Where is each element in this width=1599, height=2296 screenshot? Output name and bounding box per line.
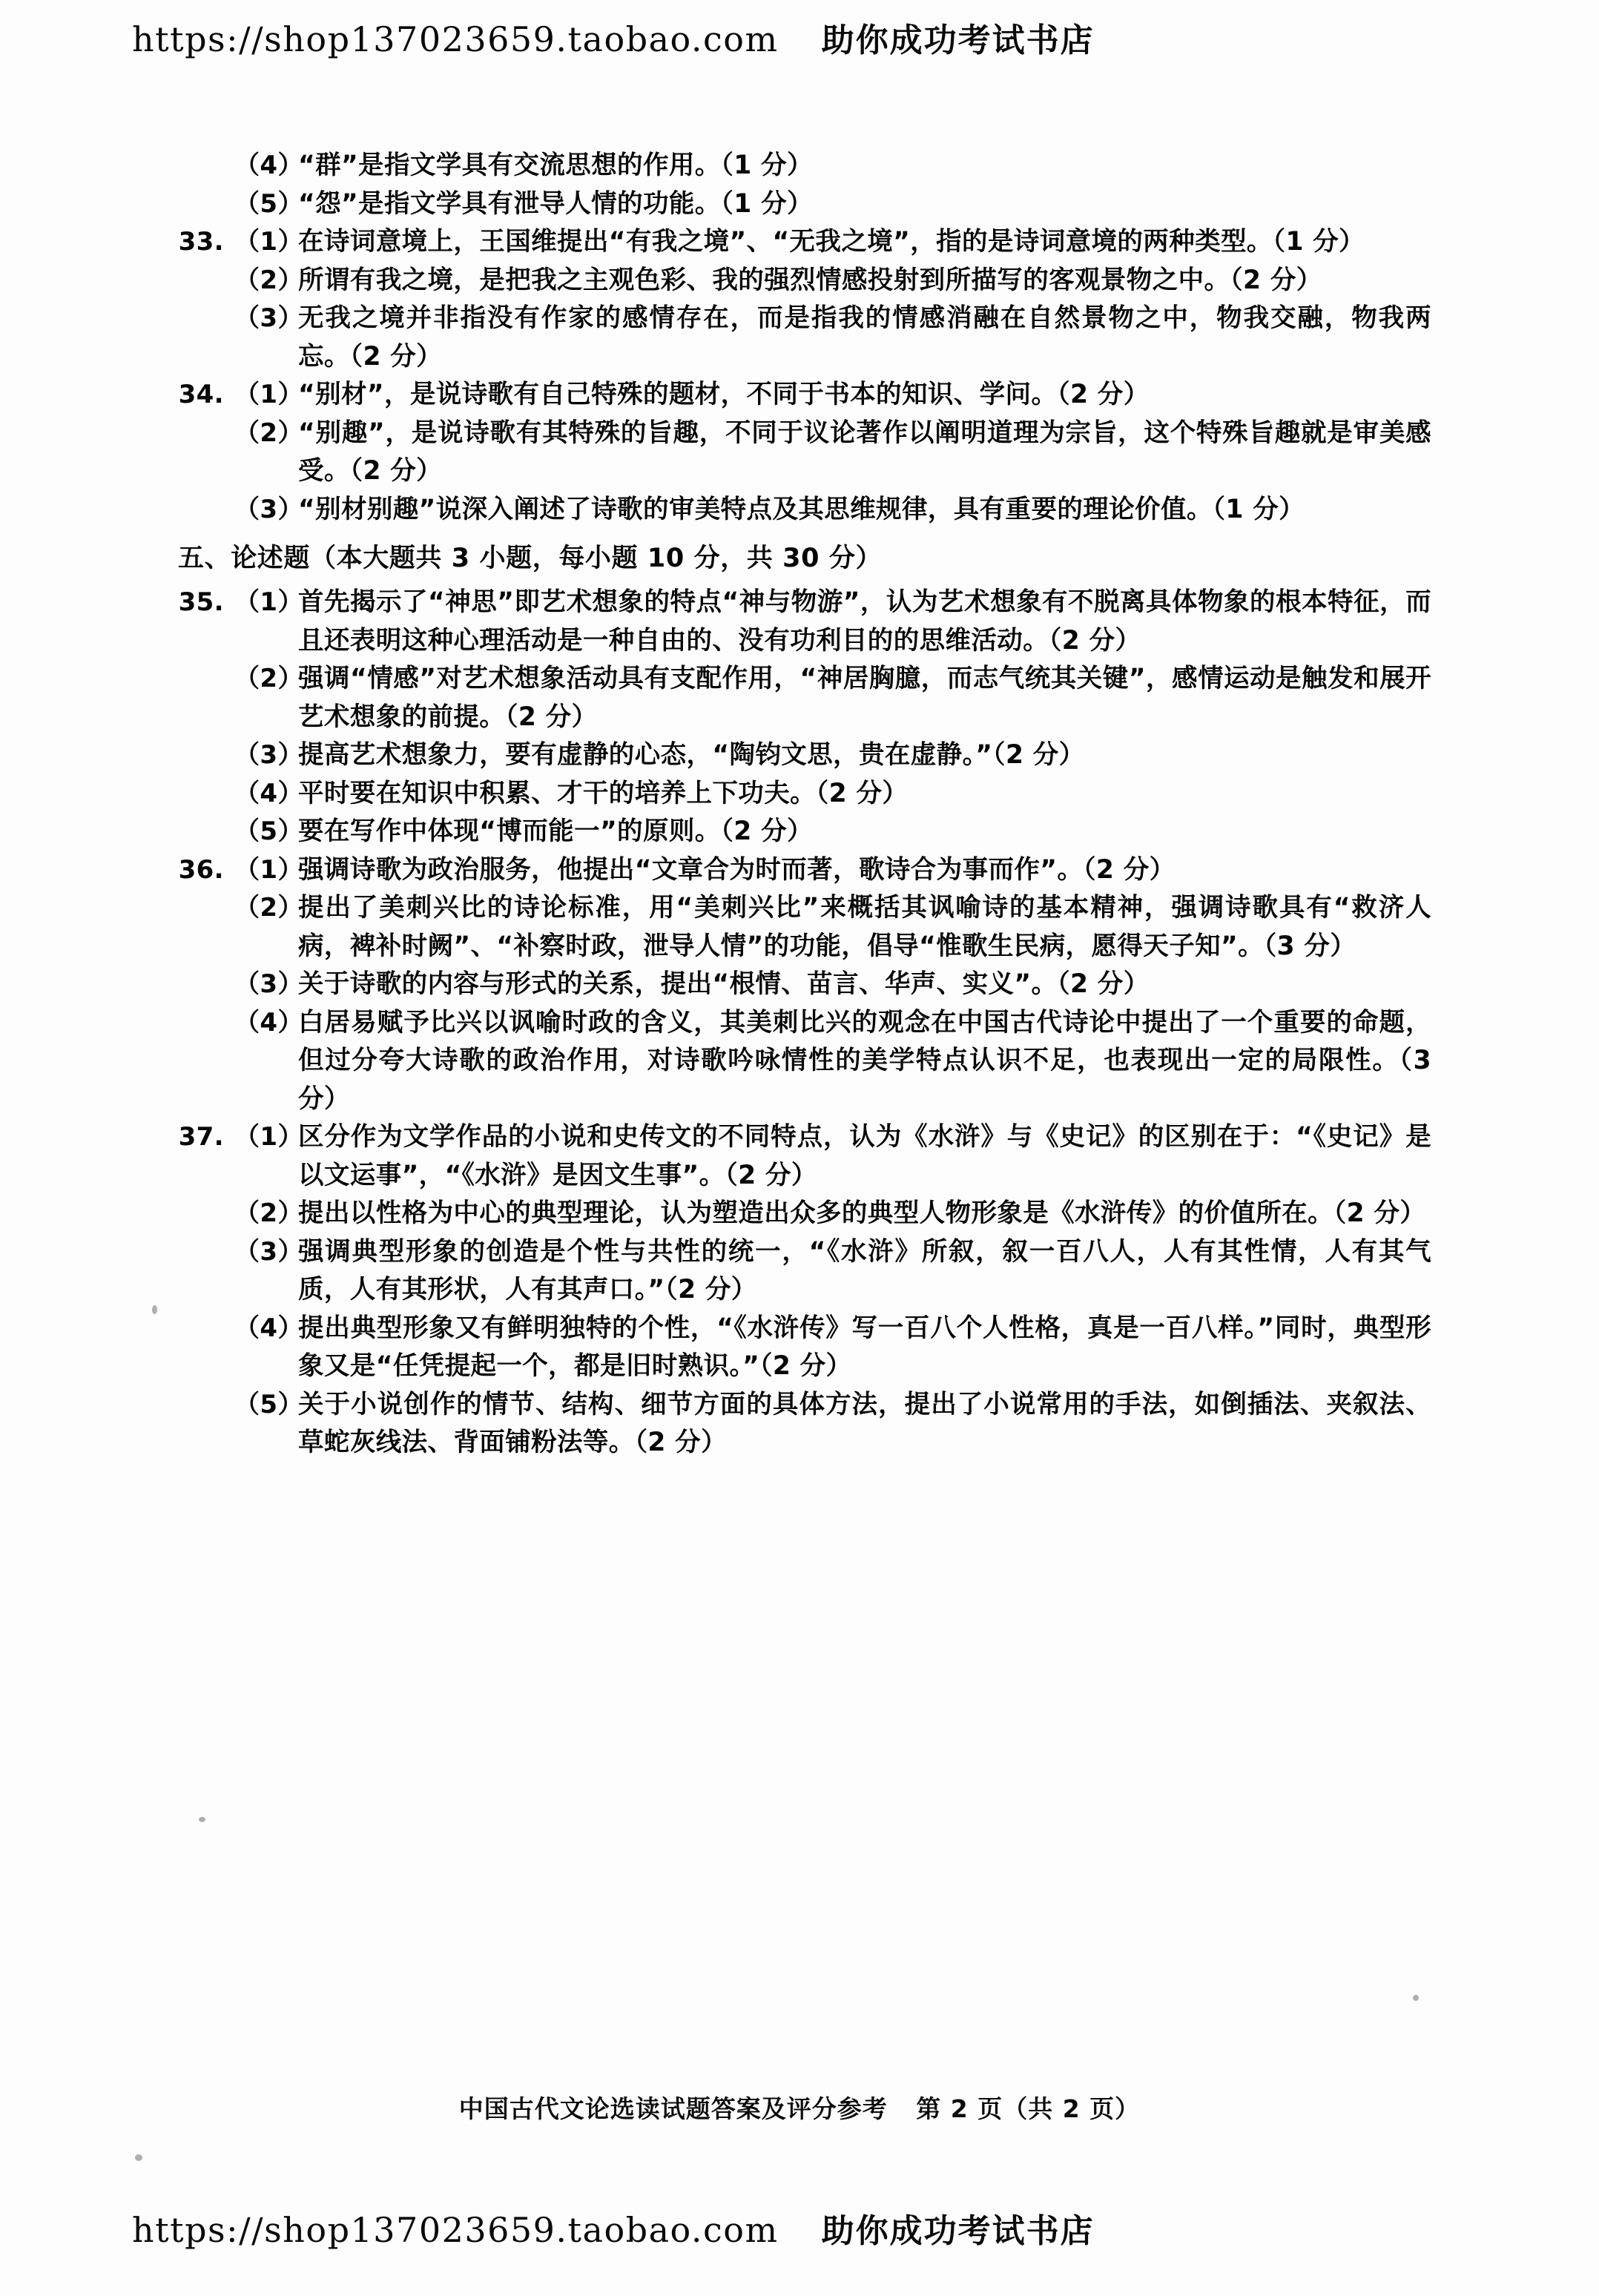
answer-line [178, 1310, 1431, 1386]
answer-line [178, 736, 1431, 775]
section-heading [178, 539, 1431, 578]
answer-text: “别材别趣”说深入阐述了诗歌的审美特点及其思维规律，具有重要的理论价值。（1 分） [298, 494, 1305, 524]
sub-item-marker: （3） [234, 969, 303, 999]
answer-line [178, 223, 1431, 262]
sub-item-marker: （2） [234, 1198, 303, 1228]
question-number [178, 889, 234, 928]
watermark-shop-bottom: 助你成功考试书店 [821, 2212, 1095, 2250]
question-number: 37. [178, 1122, 224, 1152]
answer-line [178, 185, 1431, 224]
footer-page-number: 第 2 页（共 2 页） [916, 2094, 1141, 2123]
answer-line [178, 300, 1431, 376]
sub-item-marker: （1） [234, 380, 303, 409]
answer-line [178, 262, 1431, 300]
answer-line [178, 1233, 1431, 1310]
sub-item-marker: （1） [234, 854, 303, 885]
answer-line [178, 147, 1431, 185]
question-number [178, 491, 234, 530]
answer-line [178, 889, 1431, 966]
answer-line [178, 660, 1431, 736]
answer-text: 要在写作中体现“博而能一”的原则。（2 分） [298, 817, 813, 846]
question-number [178, 300, 234, 338]
question-number [178, 660, 234, 699]
section-heading-label: 五、论述题（本大题共 3 小题，每小题 10 分，共 30 分） [178, 544, 883, 573]
answer-list-after-heading [178, 584, 1431, 1462]
question-number [178, 736, 234, 775]
answer-text: “别材”，是说诗歌有自己特殊的题材，不同于书本的知识、学问。（2 分） [298, 380, 1150, 409]
question-number [178, 813, 234, 851]
footer-title: 中国古代文论选读试题答案及评分参考 [458, 2094, 888, 2123]
answer-text: 所谓有我之境，是把我之主观色彩、我的强烈情感投射到所描写的客观景物之中。（2 分） [298, 265, 1322, 295]
answer-text: 区分作为文学作品的小说和史传文的不同特点，认为《水浒》与《史记》的区别在于：“《史记》是以文运事”，“《水浒》是因文生事”。（2 分） [298, 1122, 1431, 1190]
answer-text: 强调典型形象的创造是个性与共性的统一，“《水浒》所叙，叙一百八人，人有其性情，人有其气质，人有其形状，人有其声口。”（2 分） [298, 1236, 1431, 1304]
sub-item-marker: （5） [234, 1389, 303, 1419]
answer-line [178, 1195, 1431, 1233]
question-number: 36. [178, 854, 224, 885]
sub-item-marker: （1） [234, 1122, 303, 1152]
answer-text: “群”是指文学具有交流思想的作用。（1 分） [298, 151, 813, 180]
answer-text: 提出典型形象又有鲜明独特的个性，“《水浒传》写一百八个人性格，真是一百八样。”同时，典型形象又是“任凭提起一个，都是旧时熟识。”（2 分） [298, 1313, 1431, 1381]
sub-item-marker: （5） [234, 817, 303, 846]
question-number [178, 1233, 234, 1272]
question-number: 35. [178, 587, 224, 617]
sub-item-marker: （2） [234, 265, 303, 295]
answer-text: 提出以性格为中心的典型理论，认为塑造出众多的典型人物形象是《水浒传》的价值所在。（2 分） [298, 1198, 1426, 1228]
watermark-shop-top: 助你成功考试书店 [821, 22, 1095, 59]
answer-line [178, 376, 1431, 415]
sub-item-marker: （4） [234, 778, 303, 808]
question-number [178, 775, 234, 814]
sub-item-marker: （4） [234, 1313, 303, 1343]
answer-text: 白居易赋予比兴以讽喻时政的含义，其美刺比兴的观念在中国古代诗论中提出了一个重要的命题，但过分夸大诗歌的政治作用，对诗歌吟咏情性的美学特点认识不足，也表现出一定的局限性。（3 分） [298, 1007, 1431, 1114]
sub-item-marker: （4） [234, 1007, 303, 1038]
sub-item-marker: （5） [234, 188, 303, 219]
answer-line [178, 491, 1431, 530]
question-number: 33. [178, 227, 224, 257]
answer-line [178, 1386, 1431, 1462]
answer-list-before-heading [178, 147, 1431, 529]
question-number [178, 1310, 234, 1348]
answer-line [178, 415, 1431, 491]
watermark-footer [0, 2204, 1599, 2252]
sub-item-marker: （2） [234, 893, 303, 923]
answer-text: 在诗词意境上，王国维提出“有我之境”、“无我之境”，指的是诗词意境的两种类型。（1 分） [298, 227, 1365, 257]
page-footer [0, 2090, 1599, 2125]
answer-line [178, 1118, 1431, 1195]
question-number [178, 1195, 234, 1233]
sub-item-marker: （3） [234, 303, 303, 333]
answer-line [178, 813, 1431, 851]
question-number [178, 966, 234, 1004]
answer-text: 提高艺术想象力，要有虚静的心态，“陶钧文思，贵在虚静。”（2 分） [298, 740, 1085, 770]
question-number [178, 1386, 234, 1425]
sub-item-marker: （1） [234, 587, 303, 617]
answer-text: 关于诗歌的内容与形式的关系，提出“根情、苗言、华声、实义”。（2 分） [298, 969, 1150, 999]
answer-text: 提出了美刺兴比的诗论标准，用“美刺兴比”来概括其讽喻诗的基本精神，强调诗歌具有“救济人病，裨补时阙”、“补察时政，泄导人情”的功能，倡导“惟歌生民病，愿得天子知”。（3 分） [298, 893, 1431, 961]
watermark-url-bottom: https://shop137023659.taobao.com [132, 2210, 779, 2250]
sub-item-marker: （1） [234, 227, 303, 257]
answer-line [178, 1004, 1431, 1119]
answer-line [178, 584, 1431, 660]
answer-text: 强调“情感”对艺术想象活动具有支配作用，“神居胸臆，而志气统其关键”，感情运动是触发和展开艺术想象的前提。（2 分） [298, 664, 1431, 732]
scan-speck [135, 2154, 142, 2161]
sub-item-marker: （4） [234, 151, 303, 180]
sub-item-marker: （3） [234, 740, 303, 770]
sub-item-marker: （3） [234, 494, 303, 524]
answer-line [178, 775, 1431, 814]
answer-text: 无我之境并非指没有作家的感情存在，而是指我的情感消融在自然景物之中，物我交融，物我两忘。（2 分） [298, 303, 1431, 372]
question-number [178, 415, 234, 453]
answer-body [178, 147, 1431, 1462]
question-number: 34. [178, 380, 224, 409]
question-number [178, 262, 234, 300]
watermark-url-top: https://shop137023659.taobao.com [132, 19, 779, 59]
answer-line [178, 966, 1431, 1004]
scan-speck [152, 1305, 157, 1314]
sub-item-marker: （3） [234, 1236, 303, 1267]
question-number [178, 185, 234, 224]
sub-item-marker: （2） [234, 664, 303, 693]
answer-text: “怨”是指文学具有泄导人情的功能。（1 分） [298, 188, 813, 219]
answer-text: 平时要在知识中积累、才干的培养上下功夫。（2 分） [298, 778, 909, 808]
answer-text: 关于小说创作的情节、结构、细节方面的具体方法，提出了小说常用的手法，如倒插法、夹叙法、草蛇灰线法、背面铺粉法等。（2 分） [298, 1389, 1431, 1457]
answer-line [178, 851, 1431, 890]
answer-text: 首先揭示了“神思”即艺术想象的特点“神与物游”，认为艺术想象有不脱离具体物象的根本特征，而且还表明这种心理活动是一种自由的、没有功利目的的思维活动。（2 分） [298, 587, 1431, 656]
answer-text: 强调诗歌为政治服务，他提出“文章合为时而著，歌诗合为事而作”。（2 分） [298, 854, 1176, 885]
answer-text: “别趣”，是说诗歌有其特殊的旨趣，不同于议论著作以阐明道理为宗旨，这个特殊旨趣就是审美感受。（2 分） [298, 418, 1431, 486]
question-number [178, 1004, 234, 1043]
watermark-header [0, 13, 1599, 61]
scan-speck [199, 1817, 205, 1822]
sub-item-marker: （2） [234, 418, 303, 448]
scan-speck [1413, 1995, 1419, 2001]
question-number [178, 147, 234, 185]
